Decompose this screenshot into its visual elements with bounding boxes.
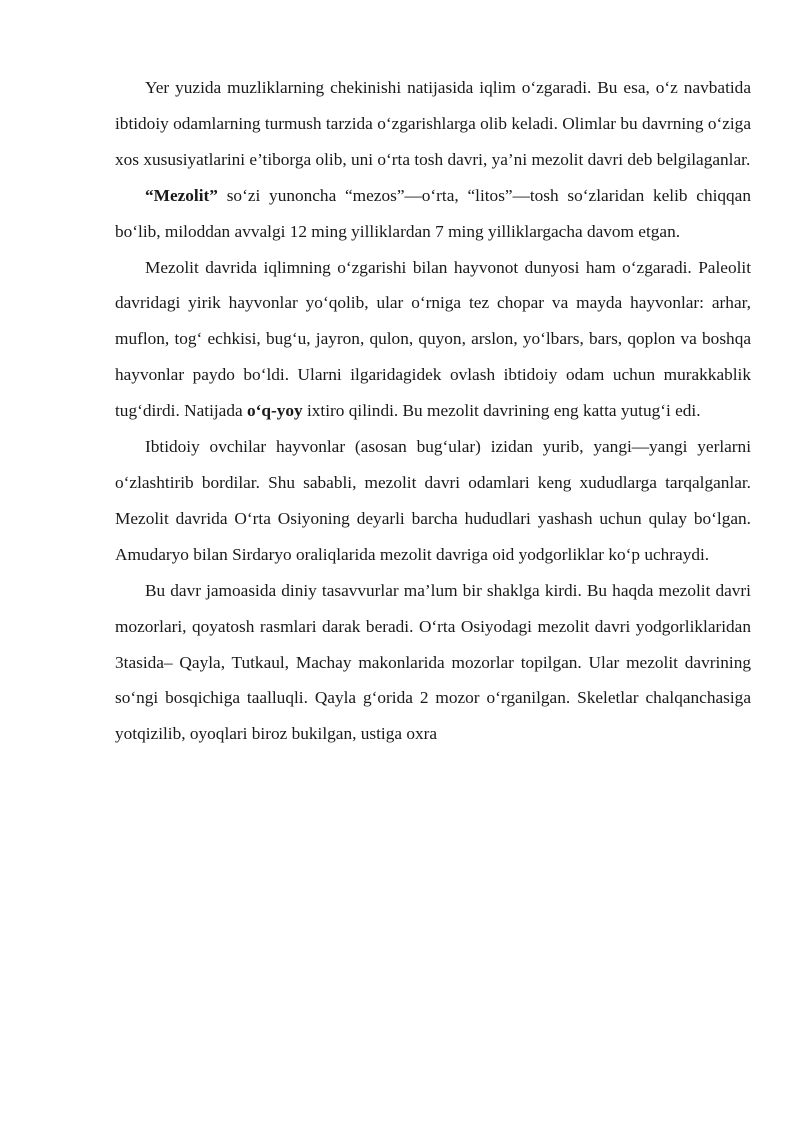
paragraph-text-before: Mezolit davrida iqlimning o‘zgarishi bilan hayvonot dunyosi ham o‘zgaradi. Paleolit davridagi yirik hayvonlar yo‘qolib, ular o‘rniga tez chopar va mayda hayvonlar: arhar, muflon, tog‘ echkisi, bug‘u, jayron, qulon, quyon, arslon, yo‘lbars, bars, qoplon va boshqa hayvonlar paydo bo‘ldi. Ularni ilgaridagidek ovlash ibtidoiy odam uchun murakkablik tug‘dirdi. Natijada (115, 257, 751, 421)
paragraph-climate-change (115, 70, 751, 178)
paragraph-text: Yer yuzida muzliklarning chekinishi natijasida iqlim o‘zgaradi. Bu esa, o‘z navbatida ibtidoiy odamlarning turmush tarzida o‘zgarishlarga olib keladi. Olimlar bu davrning o‘ziga xos xususiyatlarini e’tiborga olib, uni o‘rta tosh davri, ya’ni mezolit davri deb belgilaganlar. (115, 78, 751, 169)
document-page (115, 70, 751, 752)
paragraph-text: Bu davr jamoasida diniy tasavvurlar ma’lum bir shaklga kirdi. Bu haqda mezolit davri mozorlari, qoyatosh rasmlari darak beradi. O‘rta Osiyodagi mezolit davri yodgorliklaridan 3tasida– Qayla, Tutkaul, Machay makonlarida mozorlar topilgan. Ular mezolit davrining so‘ngi bosqichiga taalluqli. Qayla g‘orida 2 mozor o‘rganilgan. Skeletlar chalqanchasiga yotqizilib, oyoqlari biroz bukilgan, ustiga oxra (115, 580, 751, 744)
paragraph-hunters-migration (115, 429, 751, 573)
term-mezolit: “Mezolit” (145, 185, 218, 205)
paragraph-animal-world (115, 250, 751, 430)
paragraph-text: so‘zi yunoncha “mezos”—o‘rta, “litos”—tosh so‘zlaridan kelib chiqqan bo‘lib, miloddan avvalgi 12 ming yilliklardan 7 ming yilliklargacha davom etgan. (115, 185, 751, 241)
paragraph-mezolit-definition (115, 178, 751, 250)
paragraph-religious-beliefs (115, 573, 751, 753)
paragraph-text-after: ixtiro qilindi. Bu mezolit davrining eng katta yutug‘i edi. (302, 401, 701, 421)
term-oq-yoy: o‘q-yoy (246, 401, 303, 421)
paragraph-text: Ibtidoiy ovchilar hayvonlar (asosan bug‘ular) izidan yurib, yangi—yangi yerlarni o‘zlashtirib bordilar. Shu sababli, mezolit davri odamlari keng xududlarga tarqalganlar. Mezolit davrida O‘rta Osiyoning deyarli barcha hududlari yashash uchun qulay bo‘lgan. Amudaryo bilan Sirdaryo oraliqlarida mezolit davriga oid yodgorliklar ko‘p uchraydi. (115, 437, 751, 564)
